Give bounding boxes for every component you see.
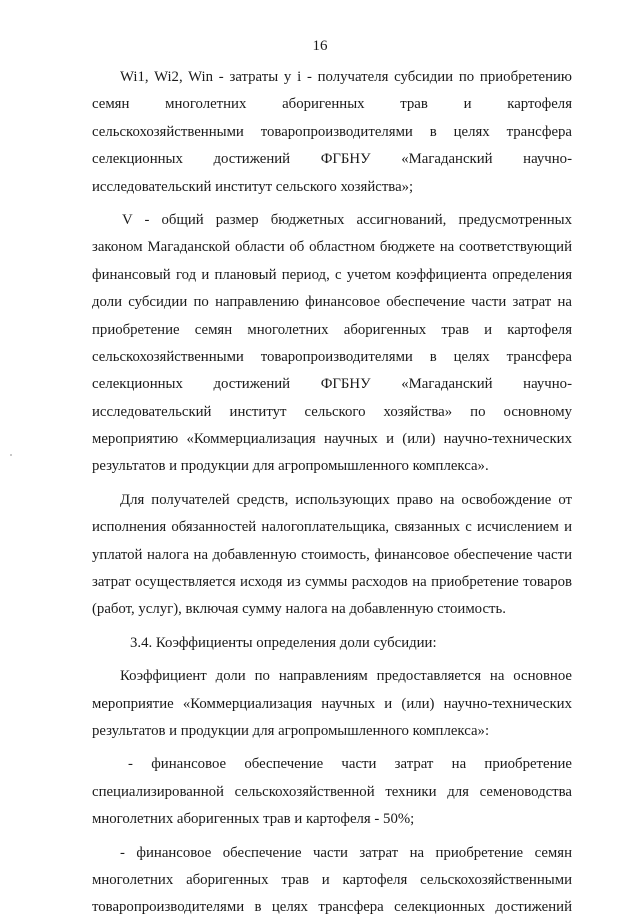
section-heading: 3.4. Коэффициенты определения доли субсидии:: [130, 634, 437, 651]
text-line: сельскохозяйственными товаропроизводителями в целях трансфера: [92, 348, 572, 365]
paragraph-vat: [92, 487, 572, 624]
text-line: Wi1, Wi2, Win - затраты у i - получателя субсидии по приобретению: [120, 69, 572, 85]
list-item-line: многолетних аборигенных трав и картофеля сельскохозяйственными: [92, 871, 572, 888]
text-line: финансовый год и плановый период, с учетом коэффициента определения: [92, 266, 572, 283]
paragraph-cost-definition: [92, 64, 572, 201]
text-line: селекционных достижений ФГБНУ «Магаданский научно-: [92, 376, 572, 393]
text-line: мероприятию «Коммерциализация научных и (или) научно-технических: [92, 431, 572, 448]
list-item-seeds: [92, 840, 572, 922]
paragraph-budget-definition: [92, 207, 572, 481]
text-line: исполнения обязанностей налогоплательщика, связанных с исчислением и: [92, 519, 572, 536]
paragraph-coefficient: [92, 663, 572, 745]
text-line: Для получателей средств, использующих право на освобождение от: [120, 491, 572, 508]
text-line: результатов и продукции для агропромышленного комплекса»:: [92, 722, 490, 739]
text-line: семян многолетних аборигенных трав и картофеля: [92, 96, 572, 113]
text-line: затрат осуществляется исходя из суммы расходов на приобретение товаров: [92, 574, 572, 591]
text-line: (работ, услуг), включая сумму налога на добавленную стоимость.: [92, 601, 506, 618]
text-line: мероприятие «Коммерциализация научных и (или) научно-технических: [92, 695, 572, 712]
text-line: селекционных достижений ФГБНУ «Магаданский научно-: [92, 151, 572, 168]
text-line: уплатой налога на добавленную стоимость, финансовое обеспечение части: [92, 546, 572, 563]
text-line: исследовательский институт сельского хозяйства»;: [92, 178, 414, 195]
text-line: доли субсидии по направлению финансовое обеспечение части затрат на: [92, 294, 572, 311]
text-line: сельскохозяйственными товаропроизводителями в целях трансфера: [92, 123, 572, 140]
section-heading-3-4: [92, 630, 572, 657]
text-line: результатов и продукции для агропромышленного комплекса».: [92, 458, 489, 475]
list-item-line: товаропроизводителями в целях трансфера селекционных достижений: [92, 899, 572, 916]
list-item-machinery: [92, 751, 572, 833]
page-number: 16: [312, 38, 328, 54]
text-line: V - общий размер бюджетных ассигнований, предусмотренных: [122, 211, 572, 228]
text-line: приобретение семян многолетних аборигенных трав и картофеля: [92, 321, 572, 338]
list-item-line: многолетних аборигенных трав и картофеля - 50%;: [92, 811, 415, 828]
list-item-line: - финансовое обеспечение части затрат на приобретение: [128, 756, 572, 773]
text-line: исследовательский институт сельского хозяйства» по основному: [92, 403, 572, 420]
list-item-line: специализированной сельскохозяйственной техники для семеноводства: [92, 783, 572, 800]
text-line: законом Магаданской области об областном бюджете на соответствующий: [92, 239, 572, 256]
scan-speck: [10, 454, 12, 456]
document-body: [92, 64, 572, 922]
text-line: Коэффициент доли по направлениям предоставляется на основное: [120, 668, 572, 685]
list-item-line: - финансовое обеспечение части затрат на приобретение семян: [120, 844, 572, 861]
